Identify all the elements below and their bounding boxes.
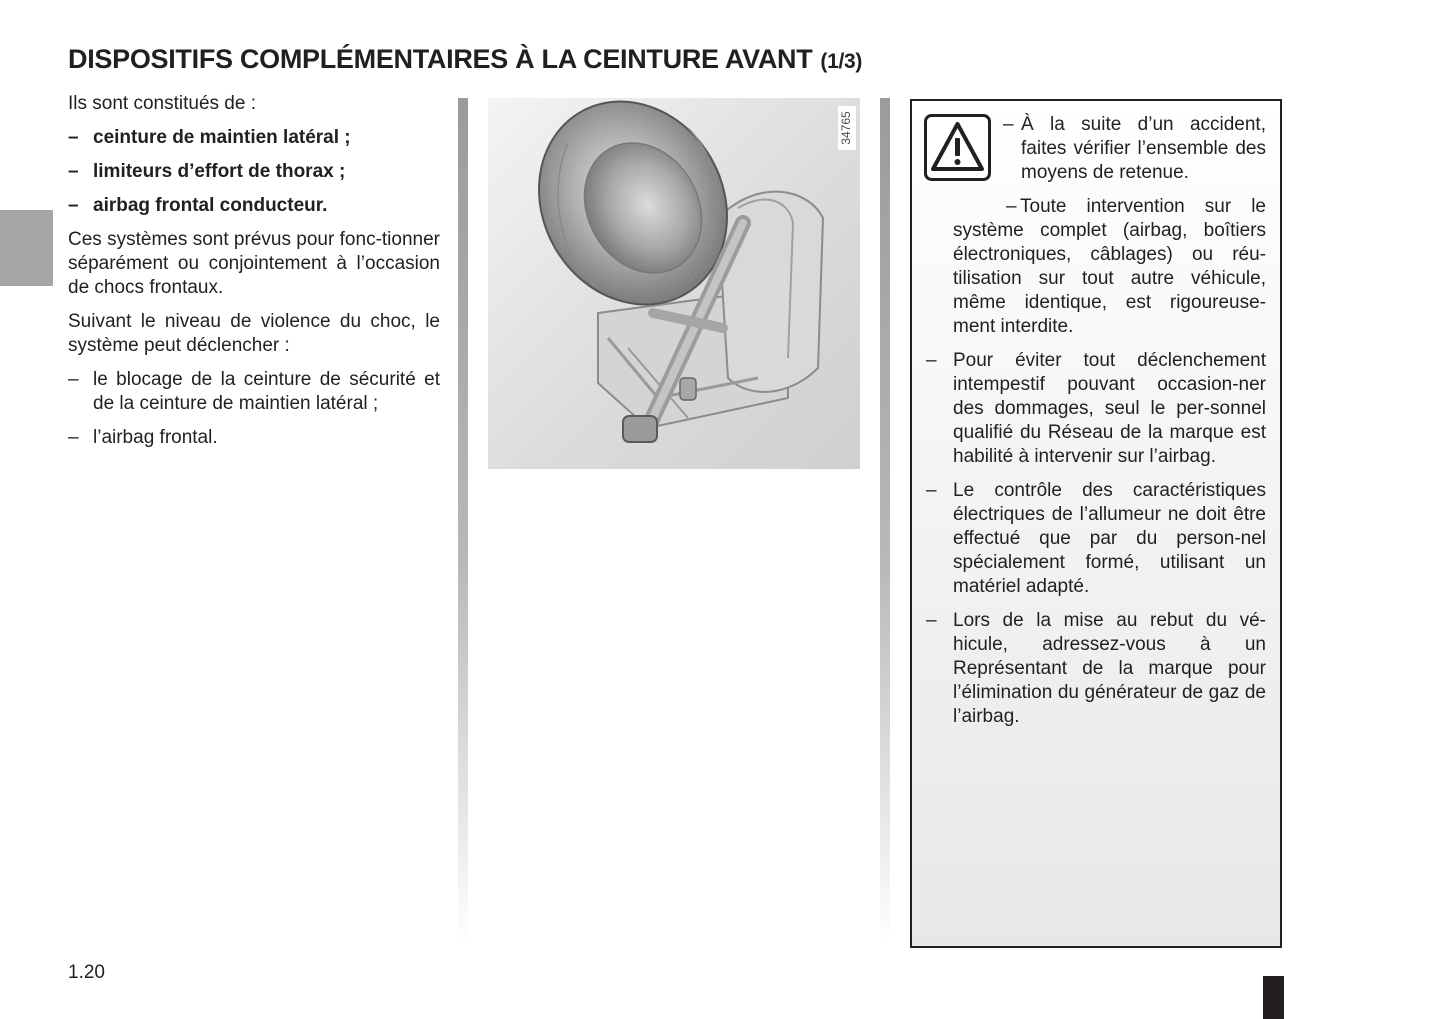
- page-part-indicator: (1/3): [820, 50, 863, 73]
- warning-item: – À la suite d’un accident, faites vérifier l’ensemble des moyens de retenue.: [1003, 114, 1266, 183]
- airbag-seat-illustration: [488, 98, 860, 469]
- component-item: – limiteurs d’effort de thorax ;: [68, 161, 346, 182]
- warning-item: – Pour éviter tout déclenchement intempestif pouvant occasion-ner des dommages, seul le per-sonnel qualifié du Réseau de la marque est habilité à intervenir sur l’airbag.: [926, 350, 1266, 467]
- component-item: – airbag frontal conducteur.: [68, 195, 328, 216]
- warning-list: [926, 113, 1266, 739]
- warning-item: – Le contrôle des caractéristiques électriques de l’allumeur ne doit être effectué que par du person-nel spécialement formé, utilisant un matériel adapté.: [926, 480, 1266, 597]
- warning-box: [910, 99, 1282, 948]
- effect-item: – le blocage de la ceinture de sécurité et de la ceinture de maintien latéral ;: [68, 369, 440, 414]
- systems-paragraph: Ces systèmes sont prévus pour fonc-tionner séparément ou conjointement à l’occasion de chocs frontaux.: [68, 229, 440, 298]
- page-corner-tab: [1263, 976, 1284, 1019]
- page-title: [68, 44, 862, 75]
- page-title-text: DISPOSITIFS COMPLÉMENTAIRES À LA CEINTURE AVANT: [68, 44, 813, 74]
- column-divider: [880, 98, 890, 943]
- violence-paragraph: Suivant le niveau de violence du choc, le système peut déclencher :: [68, 311, 440, 356]
- left-column: [68, 92, 440, 460]
- figure-reference-number: [838, 106, 856, 150]
- intro-text: Ils sont constitués de :: [68, 93, 256, 114]
- effect-item: – l’airbag frontal.: [68, 427, 218, 448]
- chapter-tab: [0, 210, 53, 286]
- column-divider: [458, 98, 468, 943]
- effects-list: [68, 368, 440, 450]
- warning-item: – Toute intervention sur le système complet (airbag, boîtiers électroniques, câblages) ou réu-tilisation sur tout autre véhicule, même identique, est rigoureuse-ment interdite.: [953, 196, 1266, 337]
- components-list: [68, 126, 440, 218]
- page-number: 1.20: [68, 962, 105, 983]
- warning-item: – Lors de la mise au rebut du vé-hicule, adressez-vous à un Représentant de la marque pour l’élimination du générateur de gaz de l’airbag.: [926, 610, 1266, 727]
- component-item: – ceinture de maintien latéral ;: [68, 127, 351, 148]
- airbag-drawing: [488, 98, 860, 469]
- figure-reference-text: 34765: [839, 111, 854, 145]
